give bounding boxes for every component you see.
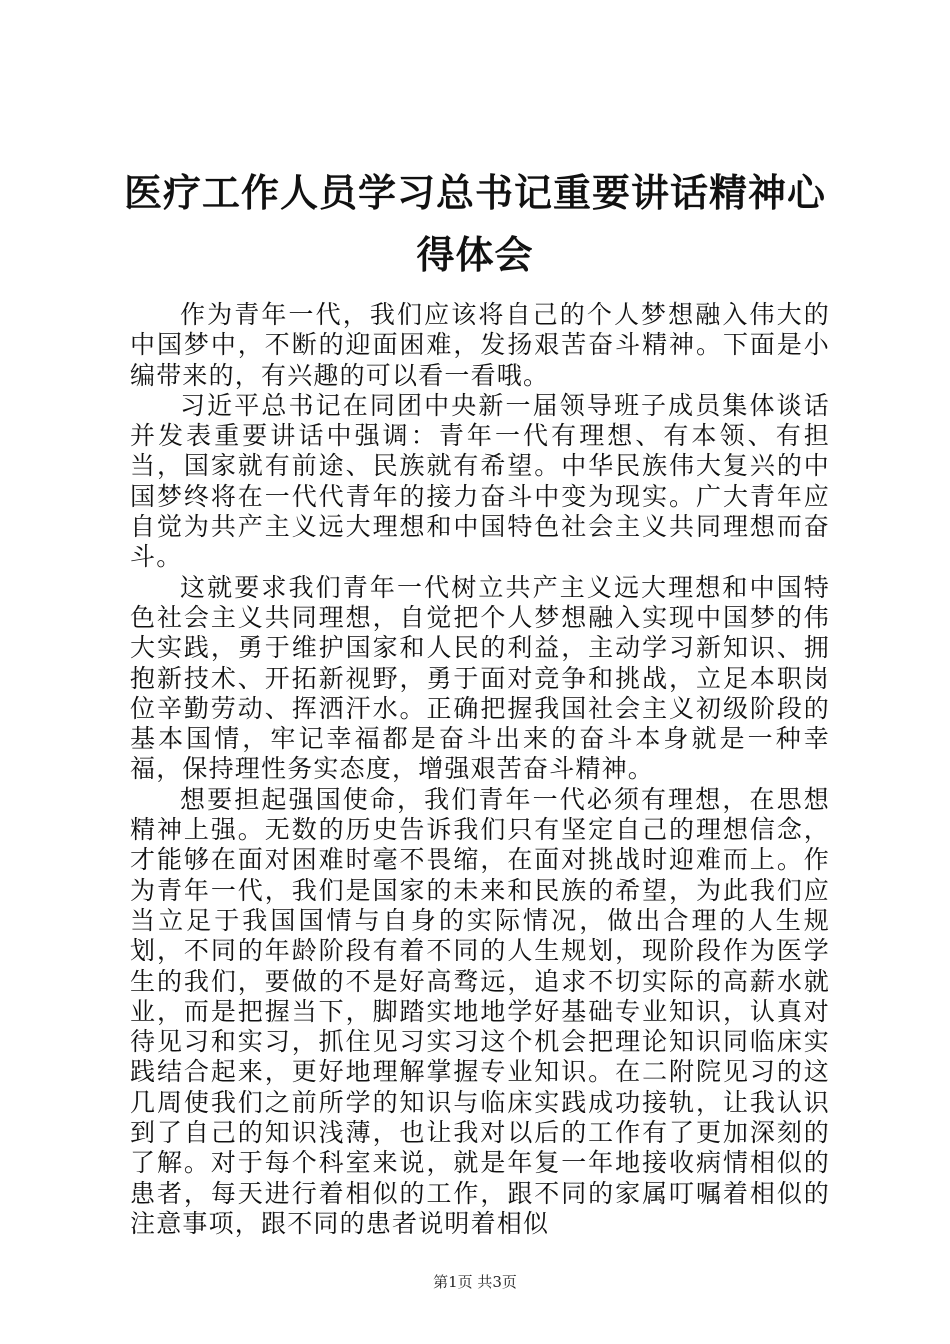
paragraph-speech: 习近平总书记在同团中央新一届领导班子成员集体谈话并发表重要讲话中强调：青年一代有理想、有本领、有担当，国家就有前途、民族就有希望。中华民族伟大复兴的中国梦终将在一代代青年的接力奋斗中变为现实。广大青年应自觉为共产主义远大理想和中国特色社会主义共同理想而奋斗。 xyxy=(130,390,830,572)
paragraph-intro: 作为青年一代，我们应该将自己的个人梦想融入伟大的中国梦中，不断的迎面困难，发扬艰苦奋斗精神。下面是小编带来的，有兴趣的可以看一看哦。 xyxy=(130,300,830,390)
page-number-footer: 第1页 共3页 xyxy=(433,1273,517,1291)
paragraph-ideals: 想要担起强国使命，我们青年一代必须有理想，在思想精神上强。无数的历史告诉我们只有坚定自己的理想信念，才能够在面对困难时毫不畏缩，在面对挑战时迎难而上。作为青年一代，我们是国家的未来和民族的希望，为此我们应当立足于我国国情与自身的实际情况，做出合理的人生规划，不同的年龄阶段有着不同的人生规划，现阶段作为医学生的我们，要做的不是好高骛远，追求不切实际的高薪水就业，而是把握当下，脚踏实地地学好基础专业知识，认真对待见习和实习，抓住见习实习这个机会把理论知识同临床实践结合起来，更好地理解掌握专业知识。在二附院见习的这几周使我们之前所学的知识与临床实践成功接轨，让我认识到了自己的知识浅薄，也让我对以后的工作有了更加深刻的了解。对于每个科室来说，就是年复一年地接收病情相似的患者，每天进行着相似的工作，跟不同的家属叮嘱着相似的注意事项，跟不同的患者说明着相似 xyxy=(130,784,830,1238)
paragraph-requirements: 这就要求我们青年一代树立共产主义远大理想和中国特色社会主义共同理想，自觉把个人梦想融入实现中国梦的伟大实践，勇于维护国家和人民的利益，主动学习新知识、拥抱新技术、开拓新视野，勇于面对竞争和挑战，立足本职岗位辛勤劳动、挥洒汗水。正确把握我国社会主义初级阶段的基本国情，牢记幸福都是奋斗出来的奋斗本身就是一种幸福，保持理性务实态度，增强艰苦奋斗精神。 xyxy=(130,572,830,784)
document-body xyxy=(130,300,830,1239)
document-title: 医疗工作人员学习总书记重要讲话精神心得体会 xyxy=(123,170,826,277)
